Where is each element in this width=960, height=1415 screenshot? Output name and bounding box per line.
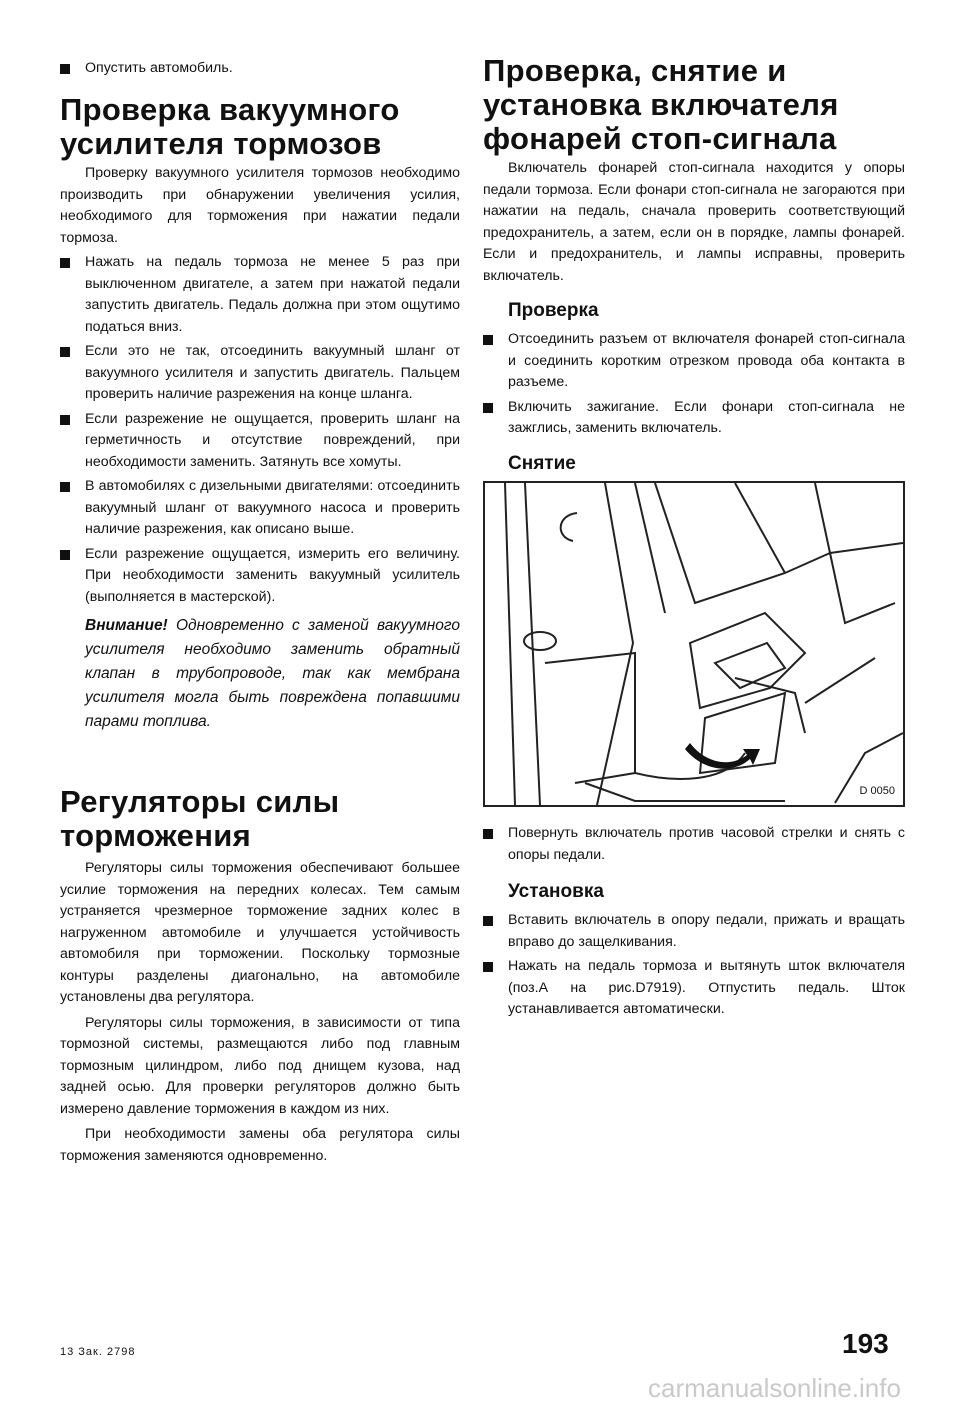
subheading-installation: Установка <box>508 881 604 902</box>
bullet-square-icon <box>60 482 70 492</box>
title-line: торможения <box>60 818 251 853</box>
section-title-brake-light-switch <box>483 54 905 156</box>
bullet-square-icon <box>483 916 493 926</box>
paragraph: Регуляторы силы торможения, в зависимости от типа тормозной системы, размещаются либо под главным тормозным цилиндром, либо под днищем кузова, над задней осью. Для проверки регуляторов должно быть измерено давление торможения в каждом из них. <box>60 1014 460 1117</box>
title-line: Регуляторы силы <box>60 784 340 819</box>
list-item <box>483 956 905 1021</box>
title-line: Проверка вакуумного <box>60 92 400 127</box>
bullet-text: Опустить автомобиль. <box>85 60 233 76</box>
list-item <box>60 476 460 541</box>
section-title-vacuum-booster <box>60 93 460 161</box>
list-item <box>483 910 905 953</box>
list-item <box>60 252 460 338</box>
subheading-removal: Снятие <box>508 452 576 474</box>
bullet-square-icon <box>483 829 493 839</box>
bullet-text: Нажать на педаль тормоза и вытянуть шток включателя (поз.А на рис.D7919). Отпустить педаль. Шток устанавливается автоматически. <box>508 958 905 1017</box>
section-body-vacuum-booster <box>60 163 460 734</box>
title-line: усилителя тормозов <box>60 126 382 161</box>
watermark: carmanualsonline.info <box>648 1373 901 1403</box>
bullet-text: Нажать на педаль тормоза не менее 5 раз при выключенном двигателе, а затем при нажатой педали запустить двигатель. Педаль должна при этом ощутимо податься вниз. <box>85 254 460 335</box>
bullet-text: Если разрежение не ощущается, проверить шланг на герметичность и отсутствие повреждений, при необходимости заменить. Затянуть все хомуты. <box>85 410 460 470</box>
subheading-check: Проверка <box>508 300 599 321</box>
title-line: Проверка, снятие и <box>483 53 787 88</box>
bullet-square-icon <box>483 335 493 345</box>
page-number: 193 <box>842 1328 889 1359</box>
brake-switch-illustration <box>485 483 903 805</box>
bullet-square-icon <box>60 258 70 268</box>
bullet-text: Если это не так, отсоединить вакуумный шланг от вакуумного усилителя и запустить двигатель. Пальцем проверить наличие разрежения на конце шланга. <box>85 343 460 402</box>
section-title-brake-regulators <box>60 785 460 853</box>
bullet-text: Вставить включатель в опору педали, прижать и вращать вправо до защелкивания. <box>508 912 905 950</box>
intro-paragraph: Включатель фонарей стоп-сигнала находится у опоры педали тормоза. Если фонари стоп-сигнала не загораются при нажатии на педаль, сначала проверить соответствующий предохранитель, а затем, если он в порядке, лампы фонарей. Если и предохранитель, и лампы исправны, проверить включатель. <box>483 160 905 284</box>
paragraph: Регуляторы силы торможения обеспечивают большее усилие торможения на передних колесах. Тем самым устраняется чрезмерное торможение задних колес в нагруженном автомобиле и улучшается устойчивость автомобиля при торможении. Поскольку тормозные контуры разделены диагонально, на автомобиле установлены два регулятора. <box>60 860 460 1005</box>
title-line: фонарей стоп-сигнала <box>483 121 837 156</box>
print-order-note: 13 Зак. 2798 <box>60 1346 136 1358</box>
title-line: установка включателя <box>483 87 839 122</box>
list-item <box>60 341 460 406</box>
bullet-square-icon <box>60 550 70 560</box>
bullet-square-icon <box>60 347 70 357</box>
bullet-square-icon <box>60 64 70 74</box>
section-body-installation <box>483 823 905 1021</box>
list-item <box>483 397 905 440</box>
brake-switch-figure <box>483 481 905 807</box>
warning-note <box>60 614 460 734</box>
list-item <box>60 544 460 609</box>
intro-paragraph: Проверку вакуумного усилителя тормозов необходимо производить при обнаружении увеличения усилия, необходимого для торможения при нажатии педали тормоза. <box>60 165 460 246</box>
list-item <box>483 823 905 866</box>
figure-label: D 0050 <box>859 785 895 797</box>
list-item <box>483 329 905 394</box>
bullet-text: В автомобилях с дизельными двигателями: отсоединить вакуумный шланг от вакуумного насоса и проверить наличие разрежения, как описано выше. <box>85 478 460 537</box>
section-body-brake-light-switch <box>483 158 905 476</box>
warning-text: Одновременно с заменой вакуумного усилителя необходимо заменить обратный клапан в трубопроводе, так как мембрана усилителя могла быть повреждена попавшими парами топлива. <box>85 617 460 730</box>
bullet-square-icon <box>60 415 70 425</box>
bullet-text: Отсоединить разъем от включателя фонарей стоп-сигнала и соединить коротким отрезком провода оба контакта в разъеме. <box>508 331 905 390</box>
warning-label: Внимание! <box>85 617 168 634</box>
paragraph: При необходимости замены оба регулятора силы торможения заменяются одновременно. <box>60 1126 460 1164</box>
bullet-text: Повернуть включатель против часовой стрелки и снять с опоры педали. <box>508 825 905 863</box>
list-item <box>60 58 460 80</box>
bullet-square-icon <box>483 403 493 413</box>
bullet-square-icon <box>483 962 493 972</box>
bullet-text: Включить зажигание. Если фонари стоп-сигнала не зажглись, заменить включатель. <box>508 398 905 436</box>
bullet-text: Если разрежение ощущается, измерить его величину. При необходимости заменить вакуумный усилитель (выполняется в мастерской). <box>85 545 460 605</box>
list-item <box>60 409 460 474</box>
section-body-brake-regulators <box>60 858 460 1167</box>
